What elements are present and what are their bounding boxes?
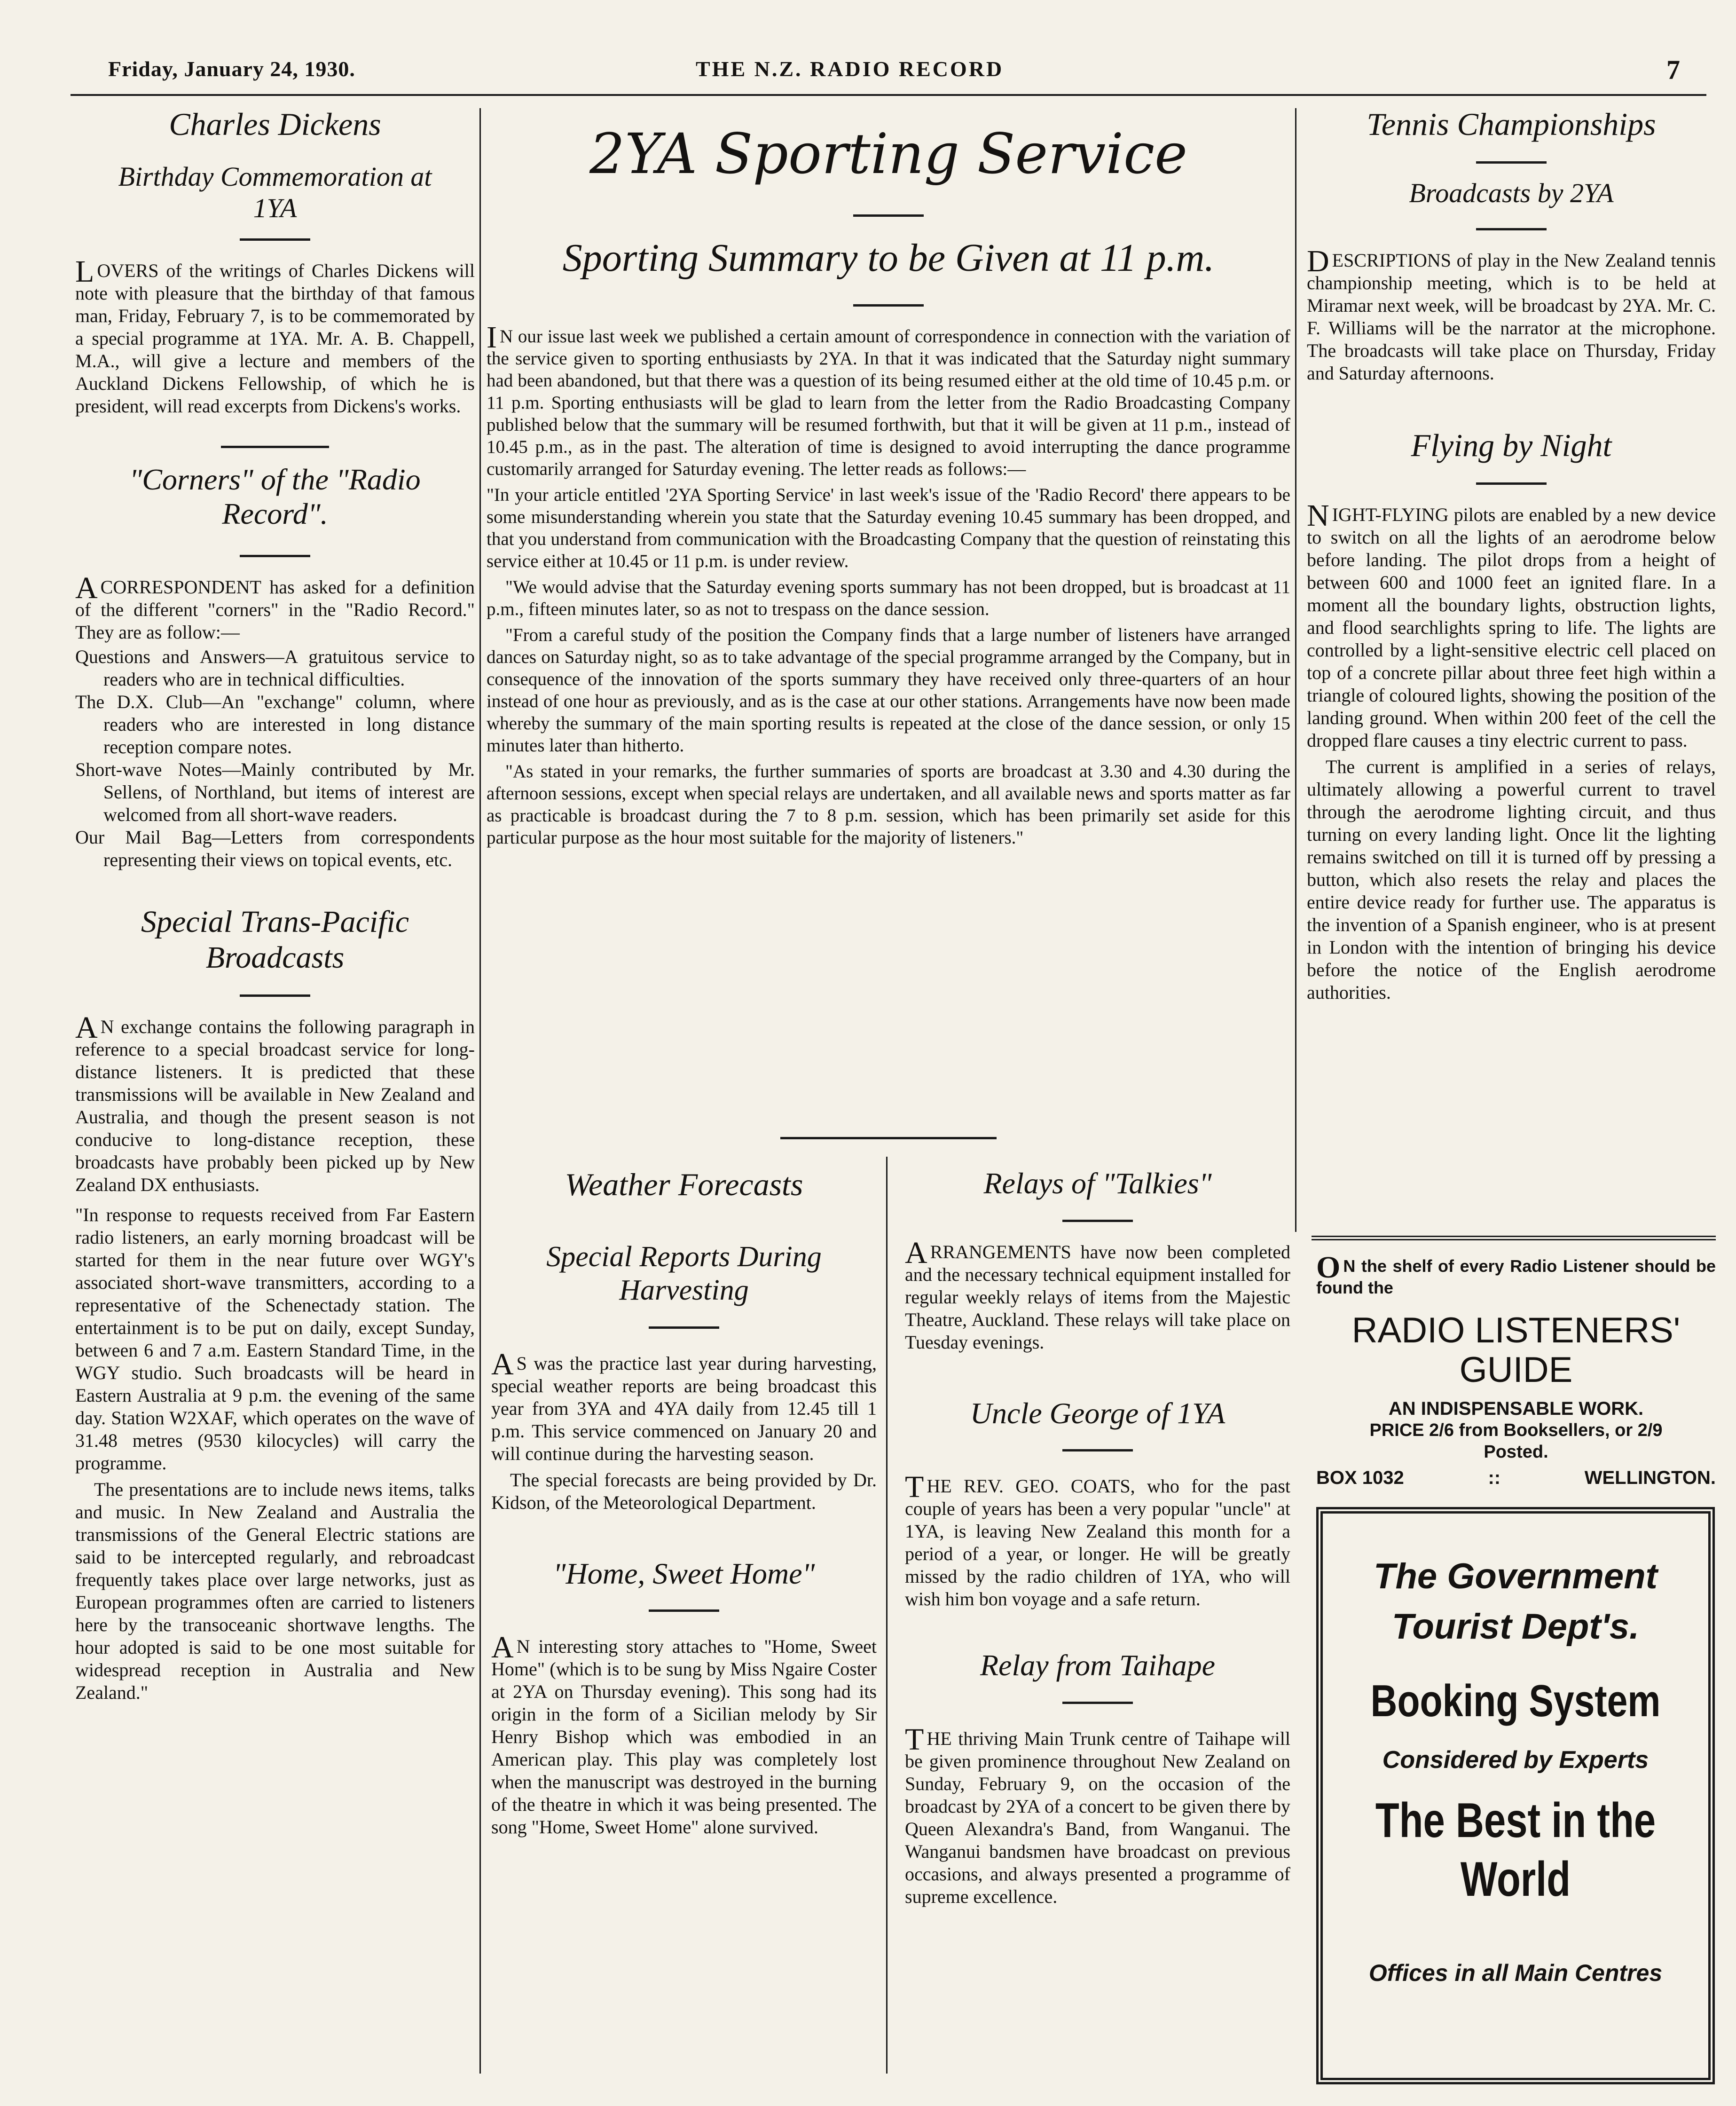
list-item: Short-wave Notes—Mainly contributed by Mr. Sellens, of Northland, but items of interest are welcomed from all short-wave readers. (75, 758, 475, 825)
drop-cap: A (491, 1630, 514, 1665)
taihape-body (905, 1722, 1290, 1908)
transpacific-title: Special Trans-Pacific Broadcasts (141, 904, 409, 975)
dickens-article (75, 106, 475, 1708)
paragraph: "As stated in your remarks, the further summaries of sports are broadcast at 3.30 and 4.30 during the afternoon sessions, except when special relays are undertaken, and all available news and sports matter as far as practicable is broadcast during the 7 to 8 p.m. session, which has been primarily set aside for this particular purpose as the hour most suitable for the majority of listeners." (487, 761, 1290, 848)
tennis-text: ESCRIPTIONS of play in the New Zealand tennis championship meeting, which is to be held at Miramar next week, will be broadcast by 2YA. Mr. C. F. Williams will be the narrator at the microphone. The broadcasts will take place on Thursday, Friday and Saturday afternoons. (1307, 249, 1716, 384)
weather-article (491, 1166, 877, 1838)
paragraph: The current is amplified in a series of relays, ultimately allowing a powerful current to travel through the aerodrome lighting circuit, and thus turning on every landing light. Once lit the lighting remains switched on till it is turned off by pressing a button, which also resets the relay and places the entire device ready for further use. The apparatus is the invention of a Spanish engineer, who is at present in London with the intention of bringing his device before the notice of the English aerodrome authorities. (1307, 756, 1716, 1003)
column-divider-right (1295, 108, 1296, 1232)
drop-cap: A (905, 1235, 927, 1270)
paragraph (1307, 498, 1716, 752)
paragraph-text: IGHT-FLYING pilots are enabled by a new device to switch on all the lights of an aerodrome below before landing. The pilot drops from a height of between 600 and 1000 feet an ignited flare. In a moment all the boundary lights, obstruction lights, and flood searchlights spring to life. The lights are controlled by a light-sensitive electric cell placed on top of a concrete pillar about three feet high within a triangle of coloured lights, showing the position of the landing ground. When within 200 feet of the cell the dropped flare causes a tiny electric current to pass. (1307, 504, 1716, 751)
divider (1062, 1702, 1133, 1704)
tourist-line-6: World (1460, 1852, 1571, 1907)
uncle-title: Uncle George of 1YA (970, 1396, 1225, 1430)
paragraph: "In response to requests received from Far Eastern radio listeners, an early morning broadcast will be started for them in the near future over WGY's associated short-wave transmitters, according to a representative of the Schenectady station. The entertainment is to be put on daily, except Sunday, between 6 and 7 a.m. Eastern Standard Time, in the WGY studio. Such broadcasts will be heard in Eastern Australia at 9 p.m. the evening of the same day. Station W2XAF, which operates on the wave of 31.48 metres (9530 kilocycles) will carry the programme. (75, 1204, 475, 1474)
section-rule (780, 1137, 997, 1139)
transpacific-body (75, 1010, 475, 1704)
paragraph (75, 1010, 475, 1196)
sporting-article (487, 122, 1290, 852)
tourist-line-4: Considered by Experts (1382, 1746, 1649, 1774)
divider (1062, 1449, 1133, 1451)
tourist-line-3: Booking System (1370, 1676, 1661, 1726)
divider (221, 446, 329, 448)
home-text: N interesting story attaches to "Home, Sweet Home" (which is to be sung by Miss Ngaire Coster at 2YA on Thursday evening). This song had its origin in the form of a Sicilian melody by Sir Henry Bishop which was embodied in an American play. This play was completely lost when the manuscript was destroyed in the burning of the theatre in which it was being presented. The song "Home, Sweet Home" alone survived. (491, 1636, 877, 1838)
talkies-text: RRANGEMENTS have now been completed and the necessary technical equipment installed for regular weekly relays of items from the Majestic Theatre, Auckland. These relays will take place on Tuesday evenings. (905, 1241, 1290, 1353)
paragraph: "We would advise that the Saturday evening sports summary has not been dropped, but is broadcast at 11 p.m., fifteen minutes later, so as not to trespass on the dance session. (487, 577, 1290, 620)
corners-title: "Corners" of the "Radio Record". (129, 462, 421, 531)
flying-body (1307, 498, 1716, 1004)
paragraph-text: N exchange contains the following paragraph in reference to a special broadcast service for long-distance listeners. It is predicted that these transmissions will be available in New Zealand and Australia, and though the present season is not conducive to long-distance reception, these broadcasts have probably been picked up by New Zealand DX enthusiasts. (75, 1016, 475, 1195)
weather-subtitle: Special Reports During Harvesting (546, 1241, 822, 1307)
divider (649, 1609, 719, 1612)
list-item: Questions and Answers—A gratuitous service to readers who are in technical difficulties. (75, 646, 475, 690)
drop-cap: N (1307, 498, 1329, 533)
divider (649, 1326, 719, 1329)
paragraph (491, 1347, 877, 1465)
taihape-text: HE thriving Main Trunk centre of Taihape will be given prominence throughout New Zealand on Sunday, February 9, on the occasion of the broadcast by 2YA of a concert to be given there by Queen Alexandra's Band, from Wanganui. The Wanganui bandsmen have broadcast on previous occasions, and always presented a programme of supreme excellence. (905, 1727, 1290, 1907)
sporting-body (487, 320, 1290, 849)
dickens-title: Charles Dickens (169, 106, 381, 142)
flying-title: Flying by Night (1411, 427, 1612, 463)
header-rule (71, 94, 1706, 96)
corners-intro-text: CORRESPONDENT has asked for a definition of the different "corners" in the "Radio Record." They are as follow:— (75, 576, 475, 643)
column-divider-mid (886, 1157, 888, 2074)
drop-cap: A (491, 1347, 514, 1381)
drop-cap: I (487, 320, 497, 355)
tourist-ad (1316, 1507, 1715, 2084)
weather-title: Weather Forecasts (565, 1167, 803, 1202)
guide-box: BOX 1032 (1316, 1467, 1404, 1488)
column-divider-left (479, 108, 481, 2074)
list-item: Our Mail Bag—Letters from correspondents representing their views on topical events, etc. (75, 826, 475, 870)
drop-cap: T (905, 1722, 924, 1757)
paragraph: "In your article entitled '2YA Sporting Service' in last week's issue of the 'Radio Record' there appears to be some misunderstanding wherein you state that the Saturday evening 10.45 summary has been dropped, and that you understand from communication with the Broadcasting Company that the question of reinstating this service either at 10.45 or 11 p.m. is under review. (487, 485, 1290, 572)
divider (240, 994, 310, 997)
drop-cap: A (75, 1010, 98, 1045)
talkies-title: Relays of "Talkies" (983, 1167, 1212, 1200)
list-item: The D.X. Club—An "exchange" column, where readers who are interested in long distance reception compare notes. (75, 691, 475, 757)
divider (853, 214, 924, 217)
drop-cap: L (75, 254, 94, 289)
dickens-text: OVERS of the writings of Charles Dickens will note with pleasure that the birthday of that famous man, Friday, February 7, is to be commemorated by a special programme at 1YA. Mr. A. B. Chappell, M.A., will give a lecture and members of the Auckland Dickens Fellowship, of which he is president, will read excerpts from Dickens's works. (75, 260, 475, 417)
dickens-body (75, 254, 475, 418)
home-body (491, 1630, 877, 1838)
tennis-article (1307, 106, 1716, 1008)
sporting-title: 2YA Sporting Service (589, 121, 1187, 186)
paragraph: The special forecasts are being provided by Dr. Kidson, of the Meteorological Department. (491, 1469, 877, 1513)
paragraph: "From a careful study of the position the Company finds that a large number of listeners have arranged dances on Saturday night, so as to take advantage of the special programme arranged by the Company, but in consequence of the innovation of the sports summary they have received only three-quarters of an hour instead of one hour as previously, and as is the case at our other stations. Arrangements have now been made whereby the summary of the main sporting results is repeated at the close of the dance session, or only 15 minutes later than hitherto. (487, 625, 1290, 756)
tourist-line-2: Tourist Dept's. (1391, 1607, 1640, 1647)
tennis-subtitle: Broadcasts by 2YA (1409, 178, 1614, 209)
guide-tagline: AN INDISPENSABLE WORK. (1388, 1398, 1644, 1419)
tourist-line-1: The Government (1374, 1556, 1657, 1596)
divider (1476, 228, 1547, 230)
tourist-line-5: The Best in the (1375, 1793, 1656, 1848)
paragraph-text: N our issue last week we published a certain amount of correspondence in connection with the variation of the service given to sporting enthusiasts by 2YA. In that it was indicated that the Saturday night summary had been abandoned, but that there was a question of its being resumed either at the old time of 10.45 p.m. or 11 p.m. Sporting enthusiasts will be glad to learn from the letter from the Radio Broadcasting Company published below that the summary will be resumed forthwith, but that it will be given at 11 p.m., instead of 10.45 p.m., as in the past. The alteration of time is designed to avoid interrupting the dance programme customarily arranged for Saturday evening. The letter reads as follows:— (487, 326, 1290, 480)
divider (853, 304, 924, 307)
issue-date: Friday, January 24, 1930. (108, 57, 355, 81)
drop-cap: A (75, 570, 98, 605)
divider (1062, 1220, 1133, 1222)
page-number: 7 (1666, 55, 1681, 85)
divider (1476, 161, 1547, 164)
guide-price: PRICE 2/6 from Booksellers, or 2/9 Posted. (1369, 1420, 1663, 1462)
uncle-body (905, 1470, 1290, 1610)
divider (1476, 482, 1547, 485)
divider (240, 555, 310, 557)
corners-list (75, 646, 475, 871)
weather-body (491, 1347, 877, 1514)
guide-city: WELLINGTON. (1584, 1467, 1716, 1488)
guide-ad (1316, 1250, 1716, 1489)
corners-intro (75, 570, 475, 644)
ad-rule (1312, 1236, 1716, 1240)
drop-cap: O (1316, 1250, 1341, 1285)
paragraph (487, 320, 1290, 480)
taihape-title: Relay from Taihape (980, 1649, 1216, 1682)
tourist-line-7: Offices in all Main Centres (1368, 1960, 1663, 1986)
drop-cap: T (905, 1470, 924, 1505)
guide-intro-text: N the shelf of every Radio Listener should be found the (1316, 1256, 1716, 1297)
divider (240, 238, 310, 241)
home-title: "Home, Sweet Home" (553, 1556, 815, 1590)
sporting-subtitle: Sporting Summary to be Given at 11 p.m. (562, 236, 1215, 280)
paragraph: The presentations are to include news items, talks and music. In New Zealand and Australia the transmissions of the General Electric stations are said to be intercepted regularly, and rebroadcast frequently takes place over large networks, just as European programmes often are carried to listeners here by the transoceanic shortwave lengths. The hour adopted is said to be one most suitable for widespread reception in Australia and New Zealand." (75, 1478, 475, 1703)
guide-separator: :: (1488, 1467, 1501, 1488)
uncle-text: HE REV. GEO. COATS, who for the past couple of years has been a very popular "uncle" at 1YA, is leaving New Zealand this month for a period of a year, or longer. He will be greatly missed by the radio children of 1YA, who will wish him bon voyage and a safe return. (905, 1475, 1290, 1610)
guide-title: RADIO LISTENERS' GUIDE (1351, 1310, 1681, 1390)
talkies-body (905, 1235, 1290, 1354)
dickens-subtitle: Birthday Commemoration at 1YA (118, 161, 432, 223)
paragraph-text: S was the practice last year during harvesting, special weather reports are being broadcast this year from 3YA and 4YA daily from 12.45 till 1 p.m. This service commenced on January 20 and will continue during the harvesting season. (491, 1352, 877, 1464)
drop-cap: D (1307, 244, 1329, 278)
tennis-title: Tennis Championships (1367, 106, 1656, 142)
masthead: THE N.Z. RADIO RECORD (696, 57, 1004, 81)
talkies-article (905, 1166, 1290, 1908)
guide-intro (1316, 1250, 1716, 1299)
guide-address (1316, 1467, 1716, 1489)
tennis-body (1307, 244, 1716, 385)
